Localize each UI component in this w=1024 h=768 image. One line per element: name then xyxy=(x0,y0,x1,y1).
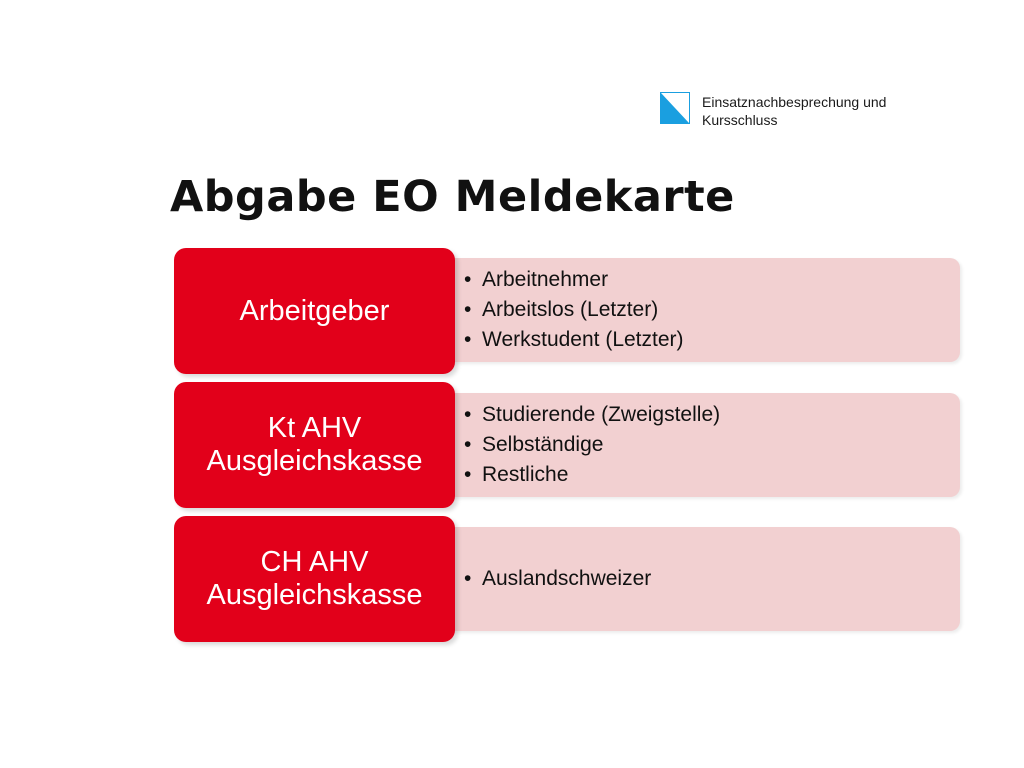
bullet-icon: • xyxy=(464,433,472,456)
category-box xyxy=(174,516,455,642)
list-item: • Auslandschweizer xyxy=(464,564,651,594)
items-panel xyxy=(420,258,960,362)
items-panel xyxy=(420,527,960,631)
bullet-icon: • xyxy=(464,567,472,590)
list-item: • Arbeitslos (Letzter) xyxy=(464,295,684,325)
bullet-icon: • xyxy=(464,268,472,291)
bullet-icon: • xyxy=(464,463,472,486)
bullet-icon: • xyxy=(464,403,472,426)
list-item: • Selbständige xyxy=(464,430,720,460)
list-item: • Werkstudent (Letzter) xyxy=(464,325,684,355)
item-list xyxy=(464,265,684,355)
header-text: Einsatznachbesprechung und Kursschluss xyxy=(702,94,887,128)
item-list xyxy=(464,400,720,490)
bullet-icon: • xyxy=(464,328,472,351)
bullet-icon: • xyxy=(464,298,472,321)
category-label: Arbeitgeber xyxy=(239,294,390,327)
list-item: • Restliche xyxy=(464,460,720,490)
list-item: • Arbeitnehmer xyxy=(464,265,684,295)
category-box xyxy=(174,382,455,508)
category-label: CH AHV Ausgleichskasse xyxy=(206,546,423,611)
category-box xyxy=(174,248,455,374)
category-label: Kt AHV Ausgleichskasse xyxy=(206,412,423,477)
slide-title: Abgabe EO Meldekarte xyxy=(170,172,735,222)
zurich-flag-icon xyxy=(660,92,690,124)
item-list xyxy=(464,564,651,594)
list-item: • Studierende (Zweigstelle) xyxy=(464,400,720,430)
items-panel xyxy=(420,393,960,497)
